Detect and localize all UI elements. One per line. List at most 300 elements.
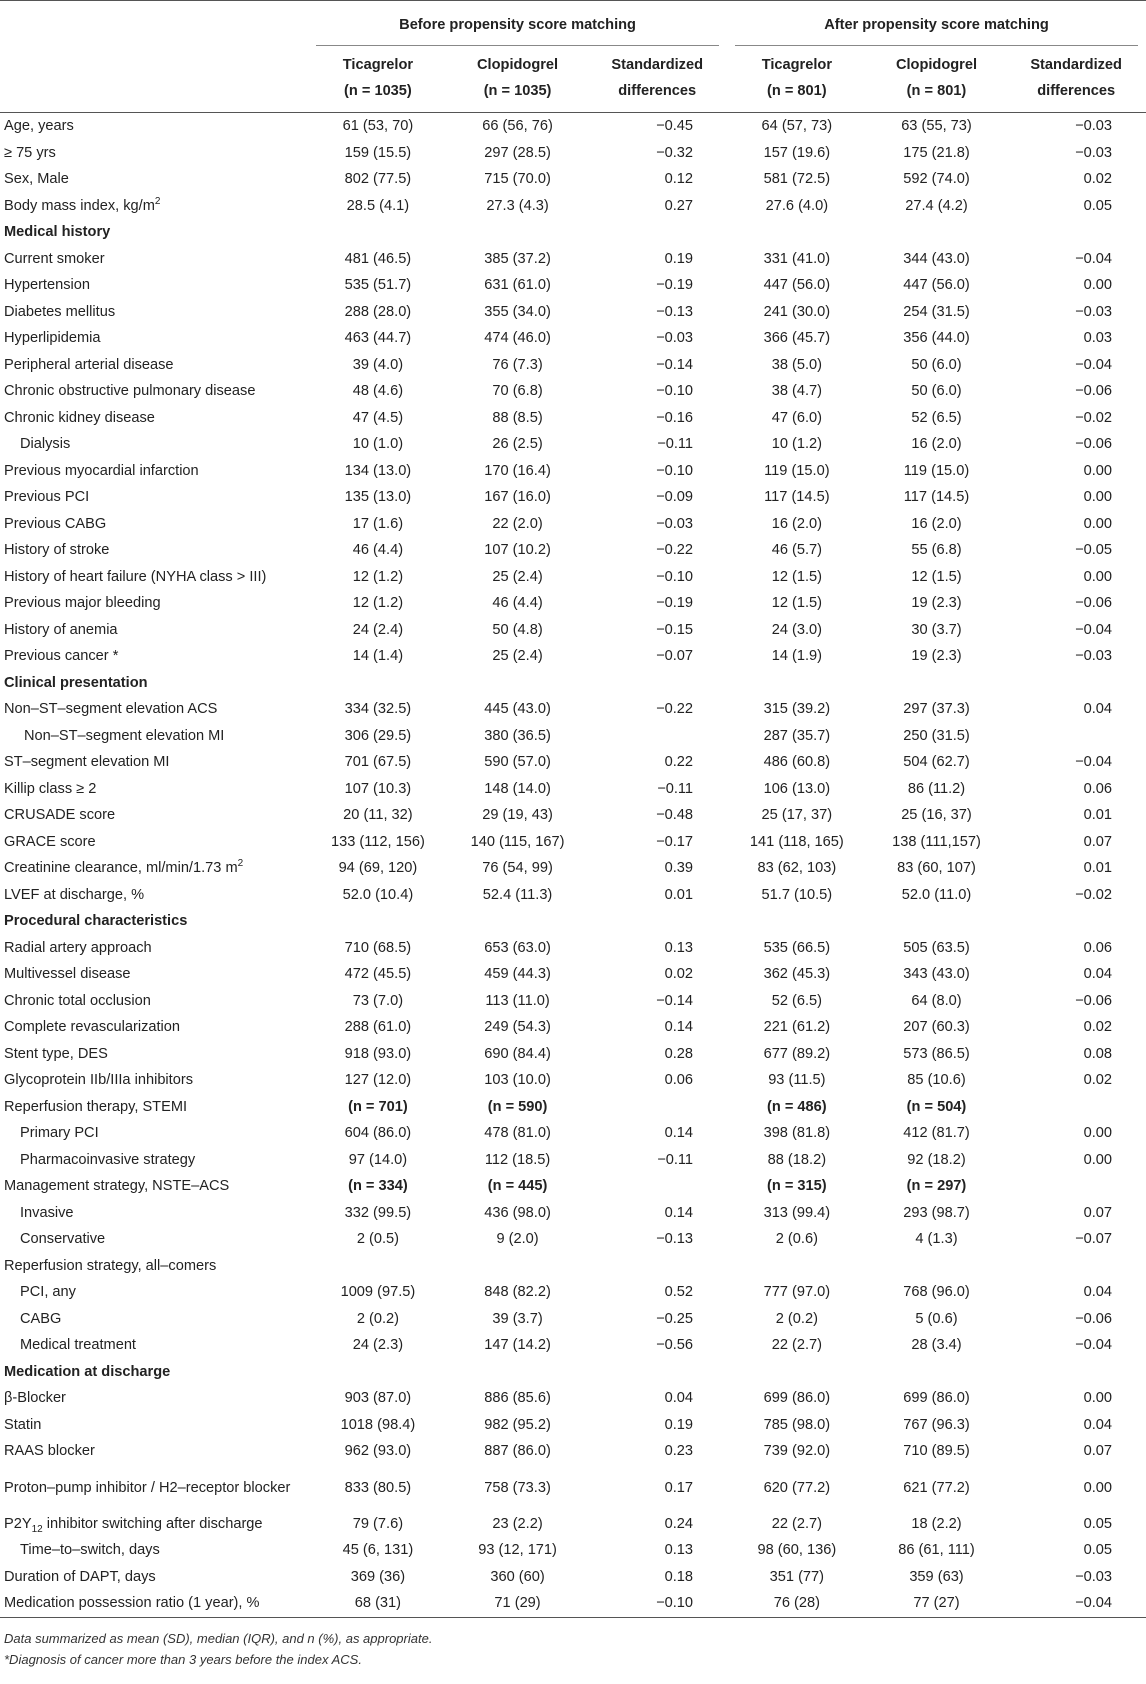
row-label-text: PCI, any	[20, 1284, 76, 1300]
table-row	[0, 961, 1146, 988]
cell-clopidogrel-before: (n = 590)	[487, 1098, 548, 1115]
cell-ticagrelor-after: 12 (1.5)	[771, 595, 822, 611]
cell-clopidogrel-after: 85 (10.6)	[907, 1072, 966, 1088]
col-header-n-ticagrelor-after: (n = 801)	[767, 83, 827, 99]
cell-sd-before	[587, 908, 727, 935]
cell-sd-before: 0.14	[664, 1125, 694, 1141]
row-label-text: Previous CABG	[4, 515, 107, 532]
cell-sd-after: 0.03	[1083, 330, 1112, 346]
col-header-sd-after: Standardized	[1030, 57, 1122, 73]
cell-sd-after	[1006, 1359, 1146, 1386]
cell-clopidogrel-after: 77 (27)	[913, 1595, 960, 1611]
cell-clopidogrel-after: 5 (0.6)	[915, 1310, 958, 1327]
cell-sd-before: −0.45	[656, 118, 694, 134]
cell-ticagrelor-before: 20 (11, 32)	[343, 807, 413, 823]
cell-ticagrelor-after: 777 (97.0)	[763, 1284, 831, 1300]
cell-ticagrelor-after	[727, 1253, 867, 1280]
cell-sd-before: −0.32	[656, 144, 694, 161]
cell-ticagrelor-after: 38 (4.7)	[771, 383, 822, 399]
cell-clopidogrel-before: 9 (2.0)	[496, 1231, 539, 1247]
row-label-text: Age, years	[4, 118, 74, 134]
col-header-sd-before: Standardized	[611, 57, 704, 73]
row-label	[0, 643, 308, 670]
row-label	[0, 166, 308, 193]
cell-ticagrelor-before: 918 (93.0)	[344, 1045, 412, 1062]
row-label-text: Clinical presentation	[4, 674, 148, 691]
cell-sd-before: −0.03	[656, 515, 694, 532]
cell-clopidogrel-before: 93 (12, 171)	[478, 1542, 557, 1558]
cell-sd-after: 0.00	[1083, 1125, 1112, 1141]
cell-sd-before: 0.01	[664, 886, 694, 903]
cell-clopidogrel-before: 436 (98.0)	[484, 1204, 551, 1221]
row-label	[0, 696, 308, 723]
cell-sd-before: −0.14	[656, 356, 694, 373]
row-label	[0, 882, 308, 909]
cell-sd-before: −0.09	[656, 489, 694, 505]
row-label-text: Medication at discharge	[4, 1363, 171, 1380]
cell-sd-after: 0.07	[1083, 833, 1112, 850]
cell-ticagrelor-before: 133 (112, 156)	[330, 833, 425, 850]
cell-clopidogrel-after: 50 (6.0)	[911, 383, 962, 399]
cell-ticagrelor-before: 472 (45.5)	[344, 966, 412, 982]
superscript: 2	[154, 195, 161, 207]
cell-ticagrelor-before: (n = 334)	[348, 1178, 408, 1194]
cell-ticagrelor-before: 332 (99.5)	[344, 1204, 412, 1221]
cell-sd-before: 0.13	[664, 1542, 694, 1558]
cell-ticagrelor-before: 2 (0.5)	[356, 1231, 399, 1247]
cell-ticagrelor-after: 221 (61.2)	[763, 1019, 831, 1035]
cell-clopidogrel-after: 50 (6.0)	[911, 356, 962, 373]
row-label	[0, 617, 308, 644]
cell-ticagrelor-after: (n = 486)	[767, 1098, 827, 1115]
row-label	[0, 1385, 308, 1412]
table-row	[0, 140, 1146, 167]
cell-sd-before: −0.19	[656, 277, 694, 293]
cell-sd-after: 0.00	[1083, 1151, 1112, 1168]
cell-sd-after: −0.06	[1075, 436, 1112, 452]
table-row	[0, 935, 1146, 962]
cell-sd-before: 0.52	[664, 1284, 694, 1300]
cell-clopidogrel-before: 297 (28.5)	[484, 144, 551, 161]
cell-ticagrelor-after: 51.7 (10.5)	[761, 886, 833, 903]
cell-clopidogrel-after: 592 (74.0)	[903, 171, 970, 187]
cell-clopidogrel-before	[448, 219, 588, 246]
cell-ticagrelor-before: (n = 701)	[348, 1098, 408, 1115]
cell-ticagrelor-before: 46 (4.4)	[352, 542, 404, 558]
cell-sd-after: −0.06	[1075, 992, 1112, 1009]
table-row	[0, 643, 1146, 670]
cell-sd-after	[1006, 908, 1146, 935]
cell-sd-before	[587, 1173, 727, 1200]
col-header-n-clopidogrel-before: (n = 1035)	[483, 83, 552, 99]
cell-ticagrelor-before: 604 (86.0)	[344, 1125, 412, 1141]
row-label	[0, 590, 308, 617]
cell-sd-after: −0.04	[1075, 754, 1112, 770]
cell-sd-before: −0.03	[656, 330, 694, 346]
row-label	[0, 1041, 308, 1068]
row-label-text: ST–segment elevation MI	[4, 754, 170, 770]
cell-ticagrelor-before: 12 (1.2)	[352, 595, 404, 611]
cell-sd-after: −0.04	[1075, 621, 1112, 638]
cell-clopidogrel-after: 16 (2.0)	[911, 436, 962, 452]
row-label	[0, 961, 308, 988]
cell-ticagrelor-after: 12 (1.5)	[771, 568, 822, 585]
table-body	[0, 113, 1146, 1618]
cell-clopidogrel-after	[867, 1359, 1007, 1386]
cell-clopidogrel-before: 848 (82.2)	[484, 1284, 551, 1300]
row-label	[0, 776, 308, 803]
cell-ticagrelor-before: 369 (36)	[350, 1568, 406, 1585]
table-row	[0, 1173, 1146, 1200]
cell-ticagrelor-after: 10 (1.2)	[771, 436, 822, 452]
cell-ticagrelor-after	[727, 670, 867, 697]
cell-ticagrelor-before	[308, 908, 448, 935]
cell-clopidogrel-before: 590 (57.0)	[484, 754, 551, 770]
superscript: 2	[237, 858, 244, 870]
cell-clopidogrel-before	[448, 1253, 588, 1280]
cell-clopidogrel-before: 39 (3.7)	[492, 1310, 543, 1327]
cell-ticagrelor-after: 287 (35.7)	[763, 727, 831, 744]
cell-clopidogrel-after	[867, 908, 1007, 935]
cell-ticagrelor-before	[308, 1253, 448, 1280]
cell-ticagrelor-before: 24 (2.4)	[352, 621, 404, 638]
table-row	[0, 617, 1146, 644]
cell-sd-before: −0.14	[656, 992, 694, 1009]
row-label	[0, 272, 308, 299]
cell-clopidogrel-before: 52.4 (11.3)	[482, 886, 553, 903]
cell-clopidogrel-after	[867, 219, 1007, 246]
cell-sd-after	[1006, 723, 1146, 750]
cell-sd-before: −0.19	[656, 595, 694, 611]
col-header-ticagrelor-after: Ticagrelor	[761, 57, 832, 73]
section-row	[0, 219, 1146, 246]
cell-clopidogrel-after: 63 (55, 73)	[901, 118, 972, 134]
row-label-text: inhibitor switching after discharge	[42, 1515, 263, 1532]
cell-sd-after: −0.04	[1075, 356, 1112, 373]
cell-ticagrelor-after: 620 (77.2)	[763, 1479, 831, 1496]
section-row	[0, 1359, 1146, 1386]
cell-ticagrelor-after: 16 (2.0)	[771, 515, 822, 532]
cell-sd-before: 0.28	[664, 1045, 694, 1062]
cell-sd-before	[587, 723, 727, 750]
table-row	[0, 458, 1146, 485]
row-label	[0, 935, 308, 962]
cell-ticagrelor-after: 785 (98.0)	[763, 1416, 831, 1433]
cell-clopidogrel-after: 343 (43.0)	[903, 966, 970, 982]
cell-ticagrelor-after: 581 (72.5)	[763, 171, 831, 187]
cell-sd-after: −0.03	[1075, 144, 1112, 161]
col-header-clopidogrel-after: Clopidogrel	[895, 57, 978, 73]
row-label-text: History of stroke	[4, 542, 110, 558]
table-row	[0, 564, 1146, 591]
cell-clopidogrel-after: 621 (77.2)	[903, 1479, 970, 1496]
cell-ticagrelor-after: 93 (11.5)	[768, 1072, 826, 1088]
row-label-text: Medication possession ratio (1 year), %	[4, 1595, 260, 1611]
cell-ticagrelor-after: 739 (92.0)	[763, 1443, 831, 1459]
table-row	[0, 749, 1146, 776]
cell-clopidogrel-after: 52 (6.5)	[911, 409, 962, 426]
row-label	[0, 378, 308, 405]
table-row	[0, 299, 1146, 326]
row-label	[0, 1412, 308, 1439]
cell-ticagrelor-before: 79 (7.6)	[352, 1515, 404, 1532]
table-row	[0, 484, 1146, 511]
table-row	[0, 1438, 1146, 1465]
cell-clopidogrel-before: 474 (46.0)	[484, 330, 551, 346]
table-row	[0, 1385, 1146, 1412]
col-header-n-clopidogrel-after: (n = 801)	[906, 83, 967, 99]
row-label-text: Stent type, DES	[4, 1045, 108, 1062]
row-label	[0, 749, 308, 776]
cell-clopidogrel-after: 18 (2.2)	[911, 1515, 962, 1532]
row-label	[0, 431, 308, 458]
cell-ticagrelor-before	[308, 1359, 448, 1386]
cell-clopidogrel-after: 505 (63.5)	[903, 939, 970, 956]
row-label-text: Hypertension	[4, 277, 90, 293]
row-label	[0, 1564, 308, 1591]
cell-sd-before: −0.13	[656, 303, 694, 320]
cell-ticagrelor-after: 25 (17, 37)	[761, 807, 833, 823]
cell-ticagrelor-after: 2 (0.2)	[775, 1310, 818, 1327]
table-row	[0, 1590, 1146, 1617]
cell-ticagrelor-before: 17 (1.6)	[352, 515, 404, 532]
cell-sd-after: 0.05	[1083, 1515, 1112, 1532]
cell-clopidogrel-after: 504 (62.7)	[903, 754, 970, 770]
row-label-text: Statin	[4, 1416, 42, 1433]
cell-sd-before	[587, 219, 727, 246]
cell-sd-before: 0.18	[664, 1568, 694, 1585]
cell-ticagrelor-after: 64 (57, 73)	[761, 118, 833, 134]
table-row	[0, 1041, 1146, 1068]
cell-sd-before: −0.17	[656, 833, 694, 850]
table-row	[0, 1094, 1146, 1121]
cell-ticagrelor-before	[308, 670, 448, 697]
row-label-text: Glycoprotein IIb/IIIa inhibitors	[4, 1072, 193, 1088]
cell-ticagrelor-before: 127 (12.0)	[344, 1072, 412, 1088]
row-label-text: Medical history	[4, 224, 111, 240]
table-row	[0, 1537, 1146, 1564]
cell-clopidogrel-after: 573 (86.5)	[903, 1045, 970, 1062]
row-label	[0, 1173, 308, 1200]
cell-clopidogrel-before: 25 (2.4)	[492, 568, 543, 585]
row-label-text: Complete revascularization	[4, 1019, 181, 1035]
cell-clopidogrel-before: 170 (16.4)	[484, 462, 551, 479]
table-row	[0, 1306, 1146, 1333]
row-label	[0, 1094, 308, 1121]
row-label	[0, 113, 308, 140]
cell-clopidogrel-after: 27.4 (4.2)	[905, 197, 968, 214]
row-label-text: Time–to–switch, days	[20, 1542, 160, 1558]
cell-clopidogrel-before: 23 (2.2)	[492, 1515, 543, 1532]
row-label	[0, 352, 308, 379]
cell-clopidogrel-before: 385 (37.2)	[484, 250, 551, 267]
cell-sd-after	[1006, 1094, 1146, 1121]
table-row	[0, 1014, 1146, 1041]
cell-clopidogrel-after: 30 (3.7)	[911, 621, 962, 638]
section-label	[0, 219, 308, 246]
cell-clopidogrel-after: 250 (31.5)	[903, 727, 970, 744]
cell-sd-after: −0.03	[1075, 648, 1112, 664]
group-header-before: Before propensity score matching	[316, 5, 719, 46]
cell-clopidogrel-after: 55 (6.8)	[911, 542, 962, 558]
col-header-sd-before-line2: differences	[618, 83, 697, 99]
row-label	[0, 246, 308, 273]
cell-ticagrelor-after: 366 (45.7)	[763, 330, 831, 346]
cell-ticagrelor-after: 351 (77)	[769, 1568, 825, 1585]
cell-clopidogrel-before: 445 (43.0)	[484, 701, 551, 717]
table-row	[0, 166, 1146, 193]
cell-ticagrelor-before: 14 (1.4)	[352, 648, 404, 664]
row-label	[0, 458, 308, 485]
cell-clopidogrel-before: 140 (115, 167)	[470, 833, 565, 850]
row-label-text: Sex, Male	[4, 171, 69, 187]
row-label	[0, 855, 308, 882]
cell-ticagrelor-after: 2 (0.6)	[775, 1231, 818, 1247]
cell-sd-before: 0.13	[664, 939, 694, 956]
cell-sd-before: −0.11	[657, 436, 694, 452]
cell-sd-after: 0.07	[1083, 1204, 1112, 1221]
cell-sd-after: −0.06	[1075, 383, 1112, 399]
cell-clopidogrel-before: 71 (29)	[494, 1595, 541, 1611]
table-row	[0, 511, 1146, 538]
cell-ticagrelor-before: 463 (44.7)	[344, 330, 412, 346]
cell-clopidogrel-after: 119 (15.0)	[903, 462, 970, 479]
cell-sd-after: 0.01	[1083, 860, 1112, 876]
col-header-ticagrelor-before: Ticagrelor	[342, 57, 414, 73]
section-row	[0, 670, 1146, 697]
cell-clopidogrel-after	[867, 1253, 1007, 1280]
cell-sd-after: −0.04	[1075, 1595, 1112, 1611]
row-label	[0, 723, 308, 750]
cell-sd-before	[587, 1094, 727, 1121]
cell-clopidogrel-after: 19 (2.3)	[911, 595, 962, 611]
cell-ticagrelor-after: 535 (66.5)	[763, 939, 831, 956]
cell-ticagrelor-after: 486 (60.8)	[763, 754, 831, 770]
cell-clopidogrel-before: 46 (4.4)	[492, 595, 543, 611]
table-row	[0, 1465, 1146, 1511]
cell-sd-after: −0.03	[1075, 118, 1112, 134]
cell-ticagrelor-before: 135 (13.0)	[344, 489, 412, 505]
cell-sd-before: −0.10	[656, 568, 694, 585]
row-label-text: Killip class ≥ 2	[4, 780, 97, 797]
cell-clopidogrel-after: 92 (18.2)	[907, 1151, 966, 1168]
cell-sd-after	[1006, 1173, 1146, 1200]
row-label-text: Chronic obstructive pulmonary disease	[4, 383, 256, 399]
cell-ticagrelor-after: 699 (86.0)	[763, 1390, 831, 1406]
cell-clopidogrel-before: 88 (8.5)	[492, 409, 543, 426]
cell-clopidogrel-before: (n = 445)	[487, 1178, 548, 1194]
cell-ticagrelor-after: 83 (62, 103)	[757, 860, 837, 876]
cell-clopidogrel-before: 355 (34.0)	[484, 303, 551, 320]
cell-clopidogrel-after: 254 (31.5)	[903, 303, 970, 320]
row-label	[0, 1200, 308, 1227]
cell-sd-after: −0.04	[1075, 250, 1112, 267]
cell-ticagrelor-before: 481 (46.5)	[344, 250, 412, 267]
row-label	[0, 1332, 308, 1359]
row-label	[0, 1014, 308, 1041]
row-label	[0, 829, 308, 856]
cell-sd-after: 0.04	[1083, 701, 1112, 717]
cell-sd-after: 0.00	[1083, 462, 1112, 479]
cell-sd-before: −0.11	[657, 780, 694, 797]
cell-ticagrelor-after: 362 (45.3)	[763, 966, 831, 982]
row-label-text: Peripheral arterial disease	[4, 356, 174, 373]
cell-sd-before: −0.22	[656, 701, 694, 717]
cell-ticagrelor-before: 535 (51.7)	[344, 277, 412, 293]
cell-ticagrelor-after: 117 (14.5)	[764, 489, 830, 505]
cell-ticagrelor-before: 288 (61.0)	[344, 1019, 412, 1035]
table-row	[0, 1226, 1146, 1253]
cell-clopidogrel-before: 690 (84.4)	[484, 1045, 551, 1062]
cell-ticagrelor-after: 315 (39.2)	[763, 701, 831, 717]
cell-clopidogrel-after	[867, 670, 1007, 697]
cell-sd-after: −0.07	[1075, 1231, 1112, 1247]
cell-ticagrelor-before: 94 (69, 120)	[338, 860, 418, 876]
row-label-text: Management strategy, NSTE–ACS	[4, 1178, 230, 1194]
row-label-text: Radial artery approach	[4, 939, 152, 956]
table-row	[0, 1511, 1146, 1538]
cell-sd-before: −0.15	[656, 621, 694, 638]
cell-sd-before: −0.56	[656, 1337, 694, 1353]
row-label-text: Hyperlipidemia	[4, 330, 101, 346]
table-row	[0, 193, 1146, 220]
cell-ticagrelor-after	[727, 219, 867, 246]
cell-ticagrelor-before: 28.5 (4.1)	[346, 197, 410, 214]
cell-sd-before: 0.14	[664, 1019, 694, 1035]
cell-sd-before: 0.24	[664, 1515, 694, 1532]
cell-clopidogrel-before: 380 (36.5)	[484, 727, 551, 744]
cell-sd-after: −0.05	[1075, 542, 1112, 558]
row-label-text: Previous myocardial infarction	[4, 462, 199, 479]
table-row	[0, 378, 1146, 405]
cell-clopidogrel-after: 83 (60, 107)	[897, 860, 976, 876]
cell-sd-after: 0.04	[1083, 1416, 1112, 1433]
col-header-n-ticagrelor-before: (n = 1035)	[344, 83, 412, 99]
row-label	[0, 1590, 308, 1617]
cell-sd-before: −0.16	[656, 409, 694, 426]
cell-sd-before: −0.10	[656, 383, 694, 399]
cell-sd-after: 0.06	[1083, 780, 1112, 797]
cell-sd-after: 0.05	[1083, 197, 1112, 214]
table-row	[0, 988, 1146, 1015]
cell-ticagrelor-after: 157 (19.6)	[763, 144, 831, 161]
cell-clopidogrel-before: 758 (73.3)	[484, 1479, 551, 1496]
table-row	[0, 1120, 1146, 1147]
cell-ticagrelor-before: 1018 (98.4)	[340, 1416, 416, 1433]
row-label-text: Non–ST–segment elevation MI	[24, 727, 225, 744]
cell-clopidogrel-after: 293 (98.7)	[903, 1204, 970, 1221]
cell-sd-after: −0.02	[1075, 409, 1112, 426]
cell-clopidogrel-before: 148 (14.0)	[484, 780, 551, 797]
row-label-text: Dialysis	[20, 436, 71, 452]
row-label-text: Chronic kidney disease	[4, 409, 155, 426]
row-label	[0, 1537, 308, 1564]
cell-ticagrelor-after: 46 (5.7)	[771, 542, 822, 558]
row-label-text: CRUSADE score	[4, 807, 116, 823]
row-label-text: Chronic total occlusion	[4, 992, 151, 1009]
row-label	[0, 1226, 308, 1253]
table-row	[0, 113, 1146, 140]
row-label	[0, 1147, 308, 1174]
cell-sd-after: 0.01	[1083, 807, 1112, 823]
cell-clopidogrel-after: 447 (56.0)	[903, 277, 970, 293]
header-blank	[0, 1, 308, 47]
table-row	[0, 882, 1146, 909]
cell-clopidogrel-after: 117 (14.5)	[903, 489, 970, 505]
cell-clopidogrel-before: 25 (2.4)	[492, 648, 543, 664]
row-label-text: P2Y	[4, 1515, 32, 1532]
cell-clopidogrel-after: 86 (61, 111)	[898, 1542, 975, 1558]
